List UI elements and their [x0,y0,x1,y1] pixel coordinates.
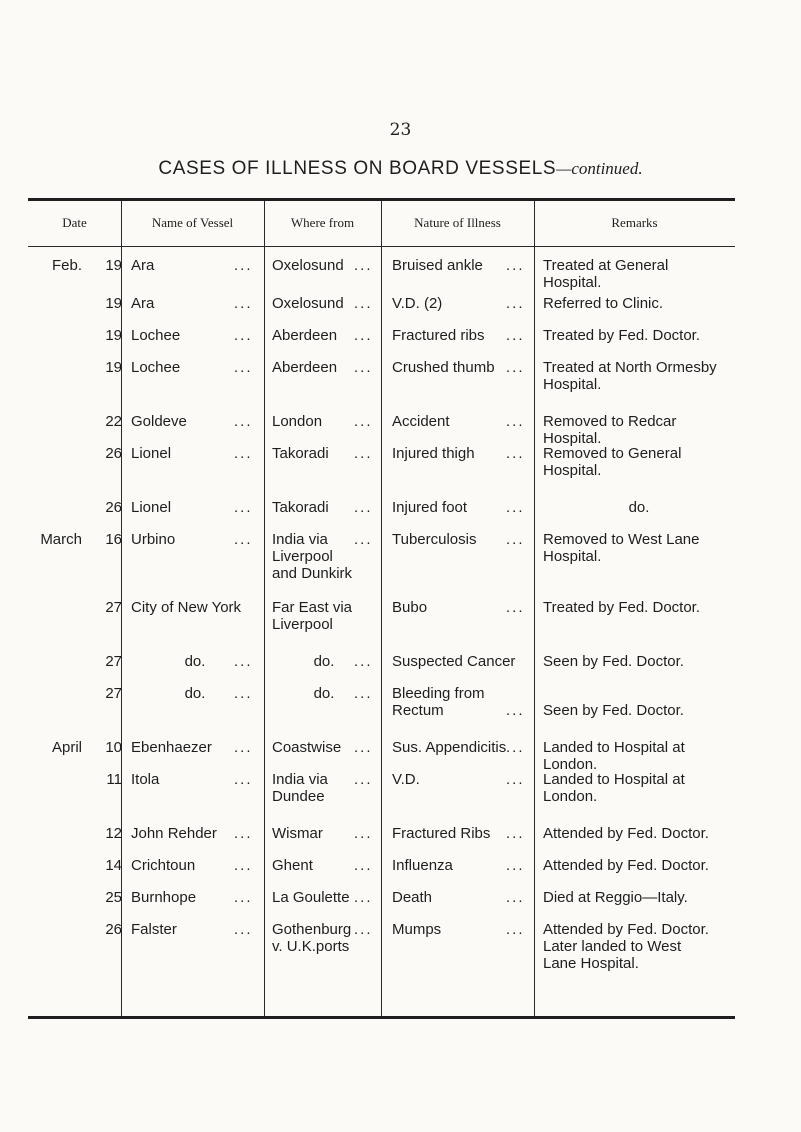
leader-dots: ... [234,685,253,702]
where-from: London [272,413,323,430]
leader-dots: ... [234,889,253,906]
leader-dots: ... [354,257,373,274]
leader-dots: ... [234,531,253,548]
vessel-name: do. [184,685,206,702]
vessel-name: do. [184,653,206,670]
date-day: 26 [105,499,122,516]
nature-of-illness: Accident [392,413,450,430]
vessel-name: Itola [131,771,160,788]
leader-dots: ... [354,359,373,376]
remarks: Landed to Hospital at [543,771,685,788]
where-from: Oxelosund [272,257,344,274]
header-illness: Nature of Illness [414,215,501,230]
leader-dots: ... [234,359,253,376]
leader-dots: ... [506,499,525,516]
remarks: Removed to Redcar [543,413,677,430]
leader-dots: ... [354,825,373,842]
date-day: 26 [105,921,122,938]
date-month: March [40,531,82,548]
leader-dots: ... [354,327,373,344]
vessel-name: Lochee [131,327,181,344]
where-from: Aberdeen [272,327,338,344]
date-month: April [51,739,82,756]
remarks: Referred to Clinic. [543,295,664,312]
column-divider [534,201,535,1016]
vessel-name: Ara [131,295,155,312]
leader-dots: ... [354,653,373,670]
where-from: Liverpool [272,616,333,633]
where-from: Oxelosund [272,295,344,312]
where-from: India via [272,771,328,788]
date-day: 19 [105,359,122,376]
nature-of-illness: Bubo [392,599,428,616]
nature-of-illness: Injured thigh [392,445,475,462]
nature-of-illness: Bruised ankle [392,257,483,274]
leader-dots: ... [354,685,373,702]
leader-dots: ... [234,771,253,788]
where-from: La Goulette [272,889,350,906]
leader-dots: ... [234,921,253,938]
remarks: Attended by Fed. Doctor. [543,921,709,938]
leader-dots: ... [354,921,373,938]
leader-dots: ... [506,531,525,548]
where-from: Coastwise [272,739,342,756]
leader-dots: ... [234,499,253,516]
header-rule [28,246,735,247]
where-from: India via [272,531,328,548]
where-from: v. U.K.ports [272,938,350,955]
remarks: Seen by Fed. Doctor. [543,702,684,719]
remarks: Hospital. [543,274,602,291]
where-from: do. [313,685,335,702]
where-from: Dundee [272,788,325,805]
date-day: 19 [105,257,122,274]
column-divider [264,201,265,1016]
date-day: 16 [105,531,122,548]
where-from: Gothenburg [272,921,352,938]
leader-dots: ... [506,771,525,788]
column-divider [381,201,382,1016]
vessel-name: Ebenhaezer [131,739,212,756]
leader-dots: ... [354,295,373,312]
leader-dots: ... [506,702,525,719]
remarks: London. [543,788,598,805]
leader-dots: ... [506,359,525,376]
leader-dots: ... [354,413,373,430]
leader-dots: ... [506,921,525,938]
remarks: Removed to General [543,445,682,462]
leader-dots: ... [506,825,525,842]
leader-dots: ... [354,889,373,906]
remarks: Hospital. [543,548,602,565]
vessel-name: Lionel [131,499,172,516]
remarks: Landed to Hospital at [543,739,685,756]
nature-of-illness: Suspected Cancer [392,653,516,670]
where-from: Takoradi [272,445,329,462]
leader-dots: ... [234,257,253,274]
vessel-name: Lochee [131,359,181,376]
page-title: CASES OF ILLNESS ON BOARD VESSELS—continued. [158,158,643,179]
vessel-name: Urbino [131,531,176,548]
where-from: do. [313,653,335,670]
nature-of-illness: Sus. Appendicitis [392,739,507,756]
remarks: Hospital. [543,462,602,479]
remarks: Attended by Fed. Doctor. [543,857,709,874]
leader-dots: ... [506,295,525,312]
remarks: Later landed to West [543,938,682,955]
leader-dots: ... [234,445,253,462]
remarks: Lane Hospital. [543,955,639,972]
nature-of-illness: Tuberculosis [392,531,477,548]
remarks: Treated by Fed. Doctor. [543,599,701,616]
date-day: 25 [105,889,122,906]
where-from: Aberdeen [272,359,338,376]
remarks: Treated at General [543,257,669,274]
vessel-name: John Rehder [131,825,217,842]
remarks: Hospital. [543,430,602,447]
remarks: London. [543,756,598,773]
vessel-name: Crichtoun [131,857,196,874]
leader-dots: ... [234,413,253,430]
where-from: Wismar [272,825,323,842]
leader-dots: ... [234,327,253,344]
date-day: 27 [105,685,122,702]
remarks: Attended by Fed. Doctor. [543,825,709,842]
remarks: Seen by Fed. Doctor. [543,653,684,670]
leader-dots: ... [506,257,525,274]
nature-of-illness: V.D. (2) [392,295,443,312]
nature-of-illness: Injured foot [392,499,468,516]
nature-of-illness: Fractured Ribs [392,825,491,842]
leader-dots: ... [234,739,253,756]
leader-dots: ... [506,857,525,874]
nature-of-illness: Influenza [392,857,453,874]
leader-dots: ... [506,413,525,430]
leader-dots: ... [234,295,253,312]
date-day: 19 [105,295,122,312]
nature-of-illness: Bleeding from [392,685,485,702]
date-month: Feb. [51,257,82,274]
date-day: 10 [105,739,122,756]
where-from: Liverpool [272,548,333,565]
vessel-name: Falster [131,921,177,938]
date-day: 22 [105,413,122,430]
leader-dots: ... [506,599,525,616]
nature-of-illness: V.D. [392,771,420,788]
leader-dots: ... [506,327,525,344]
where-from: Takoradi [272,499,329,516]
remarks: do. [628,499,650,516]
header-where-from: Where from [290,215,355,230]
leader-dots: ... [234,653,253,670]
date-day: 19 [105,327,122,344]
illness-table [28,198,735,1019]
nature-of-illness: Mumps [392,921,442,938]
page-number: 23 [389,120,412,140]
nature-of-illness: Crushed thumb [392,359,495,376]
where-from: Far East via [272,599,353,616]
header-date: Date [62,215,87,230]
leader-dots: ... [354,739,373,756]
vessel-name: Ara [131,257,155,274]
remarks: Hospital. [543,376,602,393]
date-day: 11 [106,771,122,788]
leader-dots: ... [506,739,525,756]
date-day: 12 [105,825,122,842]
nature-of-illness: Rectum [392,702,444,719]
leader-dots: ... [354,531,373,548]
vessel-name: Lionel [131,445,172,462]
remarks: Treated by Fed. Doctor. [543,327,701,344]
date-day: 14 [105,857,122,874]
vessel-name: Goldeve [131,413,187,430]
vessel-name: Burnhope [131,889,197,906]
remarks: Removed to West Lane [543,531,700,548]
leader-dots: ... [354,499,373,516]
vessel-name: City of New York [131,599,242,616]
header-remarks: Remarks [611,215,658,230]
leader-dots: ... [506,889,525,906]
leader-dots: ... [234,825,253,842]
nature-of-illness: Death [392,889,433,906]
remarks: Treated at North Ormesby [543,359,717,376]
leader-dots: ... [234,857,253,874]
header-vessel: Name of Vessel [151,215,234,230]
remarks: Died at Reggio—Italy. [543,889,688,906]
leader-dots: ... [354,445,373,462]
leader-dots: ... [354,857,373,874]
leader-dots: ... [506,445,525,462]
leader-dots: ... [354,771,373,788]
where-from: Ghent [272,857,313,874]
date-day: 27 [105,653,122,670]
date-day: 26 [105,445,122,462]
where-from: and Dunkirk [272,565,353,582]
date-day: 27 [105,599,122,616]
nature-of-illness: Fractured ribs [392,327,485,344]
